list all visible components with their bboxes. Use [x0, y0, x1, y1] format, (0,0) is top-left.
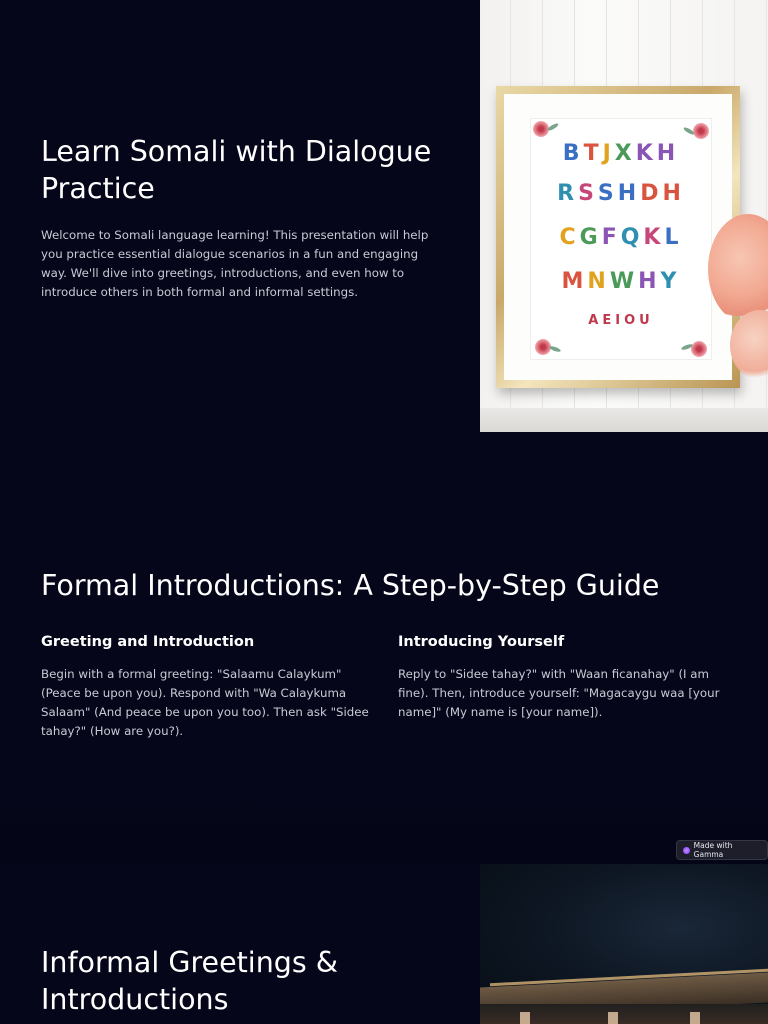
poster-letter: Y — [660, 269, 681, 294]
poster-letter: W — [609, 269, 639, 294]
card-title: Greeting and Introduction — [41, 634, 255, 650]
poster-letter: U — [639, 313, 654, 328]
gamma-logo-icon — [683, 847, 690, 854]
slide-formal-introductions — [0, 432, 768, 864]
made-with-gamma-badge[interactable] — [676, 840, 768, 860]
alphabet-poster-image — [480, 0, 768, 432]
poster-letter: G — [579, 225, 602, 250]
poster-letter: H — [638, 269, 661, 294]
poster-letter: N — [587, 269, 610, 294]
slide-title: Informal Greetings & Introductions — [41, 946, 338, 1016]
poster-letter: X — [614, 141, 636, 166]
poster-letter: M — [561, 269, 588, 294]
card-body: Begin with a formal greeting: "Salaamu Calaykum" (Peace be upon you). Respond with "Wa Calaykuma Salaam" (And peace be upon you too). Then ask "Sidee tahay?" (How are you?). — [41, 667, 369, 738]
poster-letter: E — [602, 313, 616, 328]
poster-letter: I — [615, 313, 625, 328]
slide-learn-somali — [0, 0, 768, 432]
poster-row-4 — [531, 269, 711, 294]
slide-title: Formal Introductions: A Step-by-Step Guide — [41, 569, 660, 602]
poster-letter: S — [578, 181, 598, 206]
poster-letter: T — [583, 141, 603, 166]
poster-letter: C — [559, 225, 580, 250]
poster-letter: B — [562, 141, 584, 166]
badge-label: Made with Gamma — [693, 841, 733, 859]
poster-letter: O — [624, 313, 640, 328]
poster-letter: DH — [640, 181, 685, 206]
slide-body-text: Welcome to Somali language learning! This presentation will help you practice essential dialogue scenarios in a fun and engaging way. We'll dive into greetings, introductions, and even how to introduce others in both formal and informal settings. — [41, 228, 429, 299]
poster-letter: K — [643, 225, 665, 250]
poster-letter: F — [601, 225, 621, 250]
picture-frame — [496, 86, 740, 388]
card-title: Introducing Yourself — [398, 634, 565, 650]
poster-row-5 — [531, 313, 711, 328]
poster-letter: R — [557, 181, 579, 206]
poster-letter: J — [602, 141, 615, 166]
storefront-night-image — [480, 864, 768, 1024]
poster-letter: KH — [635, 141, 680, 166]
poster-row-2 — [531, 181, 711, 206]
alphabet-poster — [530, 118, 712, 360]
slide-title: Learn Somali with Dialogue Practice — [41, 135, 432, 205]
poster-row-1 — [531, 141, 711, 166]
poster-letter: L — [664, 225, 683, 250]
card-body: Reply to "Sidee tahay?" with "Waan ficanahay" (I am fine). Then, introduce yourself: "Magacaygu waa [your name]" (My name is [your name]). — [398, 667, 720, 719]
poster-letter: A — [588, 313, 603, 328]
poster-row-3 — [531, 225, 711, 250]
poster-letter: Q — [620, 225, 644, 250]
slide-informal-greetings — [0, 864, 768, 1024]
shelf — [480, 408, 768, 432]
poster-letter: SH — [597, 181, 641, 206]
